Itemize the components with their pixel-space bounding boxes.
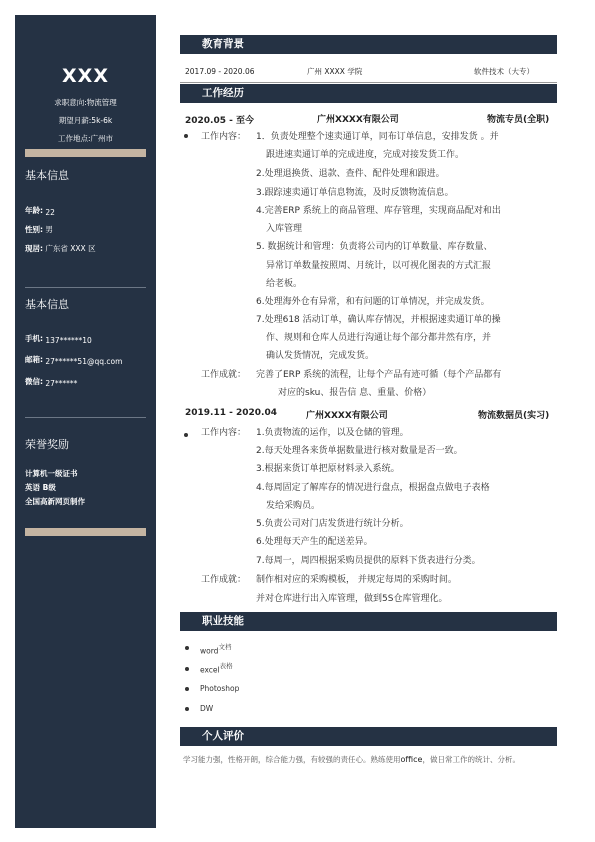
duty-line: 跟进速卖通订单的完成进度，完成对接发货工作。 xyxy=(266,150,465,160)
gender-field: 性别: 男 xyxy=(25,225,53,234)
result-line: 并对仓库进行出入库管理，做到5S仓库管理化。 xyxy=(256,594,448,604)
duty-line: 7.每周一，周四根据采购员提供的原料下货表进行分类。 xyxy=(256,556,481,566)
job-role: 物流专员(全职) xyxy=(487,115,550,125)
duty-line: 5.负责公司对门店发货进行统计分析。 xyxy=(256,519,409,529)
divider-rule xyxy=(25,417,146,418)
skill-item: Photoshop xyxy=(200,684,240,693)
residence-field: 现居: 广东省 XXX 区 xyxy=(25,244,96,253)
duty-line: 1.负责物流的运作，以及仓储的管理。 xyxy=(256,428,409,438)
bullet-icon xyxy=(185,646,189,650)
phone-field: 手机: 137******10 xyxy=(25,334,92,345)
contact-info-heading: 基本信息 xyxy=(25,298,69,311)
duty-line: 2.处理退换货、退款、查件、配件处理和跟进。 xyxy=(256,169,445,179)
divider-bar xyxy=(25,149,146,157)
duty-line: 入库管理 xyxy=(266,224,303,234)
wechat-field: 微信: 27****** xyxy=(25,377,78,388)
duty-line: 作、规则和仓库人员进行沟通让每个部分都井然有序，并 xyxy=(266,333,492,343)
bullet-icon xyxy=(184,134,188,138)
expected-salary: 期望月薪:5k-6k xyxy=(58,116,113,125)
skill-item: excel$^{表格}$ xyxy=(200,662,233,675)
duty-line: 确认发货情况，完成发货。 xyxy=(266,351,375,361)
age-field: 年龄: 22 xyxy=(25,206,55,217)
duty-line: 7.处理618 活动订单，确认库存情况，并根据速卖通订单的操 xyxy=(256,315,501,325)
result-label: 工作成就： xyxy=(201,575,247,585)
divider-bar xyxy=(25,528,146,536)
bullet-icon xyxy=(185,687,189,691)
duty-line: 6.处理每天产生的配送差异。 xyxy=(256,537,373,547)
education-major: 软件技术（大专） xyxy=(474,67,534,76)
job-intention: 求职意向:物流管理 xyxy=(54,98,117,107)
duty-line: 异常订单数量按照周、月统计，以可视化图表的方式汇报 xyxy=(266,261,492,271)
awards-heading: 荣誉奖励 xyxy=(25,438,69,451)
education-school: 广州 XXXX 学院 xyxy=(307,67,363,76)
job-date: 2020.05 - 至今 xyxy=(185,116,254,126)
job-company: 广州XXXX有限公司 xyxy=(306,411,388,421)
job-date: 2019.11 - 2020.04 xyxy=(185,408,277,418)
duty-line: 2.每天处理各来货单据数量进行核对数量是否一致。 xyxy=(256,446,463,456)
duty-line: 1．负责处理整个速卖通订单，同布订单信息，安排发货 。并 xyxy=(256,132,499,142)
divider-rule xyxy=(25,287,146,288)
duty-line: 3.跟踪速卖通订单信息物流，及时反馈物流信息。 xyxy=(256,188,454,198)
bullet-icon xyxy=(185,707,189,711)
award-item: 英语 B级 xyxy=(25,483,56,492)
award-item: 全国高新网页制作 xyxy=(25,497,85,506)
award-item: 计算机一级证书 xyxy=(25,469,78,478)
skills-heading: 职业技能 xyxy=(180,612,557,631)
evaluation-text: 学习能力强，性格开朗，综合能力强，有较强的责任心。熟练使用office，做日常工作的统计、分析。 xyxy=(183,755,520,764)
skill-item: word$^{文档}$ xyxy=(200,643,232,656)
evaluation-heading: 个人评价 xyxy=(180,727,557,746)
result-line: 制作相对应的采购模板， 并规定每周的采购时间。 xyxy=(256,575,457,585)
work-location: 工作地点:广州市 xyxy=(57,134,114,143)
result-line: 完善了ERP 系统的流程，让每个产品有迹可循（每个产品都有 xyxy=(256,370,502,380)
sidebar xyxy=(15,15,156,828)
bullet-icon xyxy=(185,667,189,671)
result-label: 工作成就： xyxy=(201,370,247,380)
result-line: 对应的sku、报告信 息、重量、价格） xyxy=(278,388,432,398)
duty-line: 4.完善ERP 系统上的商品管理、库存管理，实现商品配对和出 xyxy=(256,206,501,216)
content-label: 工作内容： xyxy=(201,428,247,438)
job-role: 物流数据员(实习) xyxy=(478,411,550,421)
duty-line: 3.根据来货订单把原材料录入系统。 xyxy=(256,464,400,474)
duty-line: 发给采购员。 xyxy=(266,501,321,511)
email-field: 邮箱: 27******51@qq.com xyxy=(25,355,123,366)
education-rule xyxy=(180,82,557,83)
content-label: 工作内容： xyxy=(201,132,247,142)
duty-line: 5. 数据统计和管理：负责将公司内的订单数量、库存数量、 xyxy=(256,242,493,252)
skill-item: DW xyxy=(200,704,214,713)
work-heading: 工作经历 xyxy=(180,84,557,103)
duty-line: 给老板。 xyxy=(266,279,303,289)
job-company: 广州XXXX有限公司 xyxy=(317,115,399,125)
bullet-icon xyxy=(184,433,188,437)
duty-line: 6.处理海外仓有异常，和有问题的订单情况，并完成发货。 xyxy=(256,297,490,307)
education-period: 2017.09 - 2020.06 xyxy=(185,67,255,76)
basic-info-heading: 基本信息 xyxy=(25,169,69,182)
duty-line: 4.每周固定了解库存的情况进行盘点，根据盘点做电子表格 xyxy=(256,483,490,493)
education-heading: 教育背景 xyxy=(180,35,557,54)
candidate-name: XXX xyxy=(62,65,109,87)
